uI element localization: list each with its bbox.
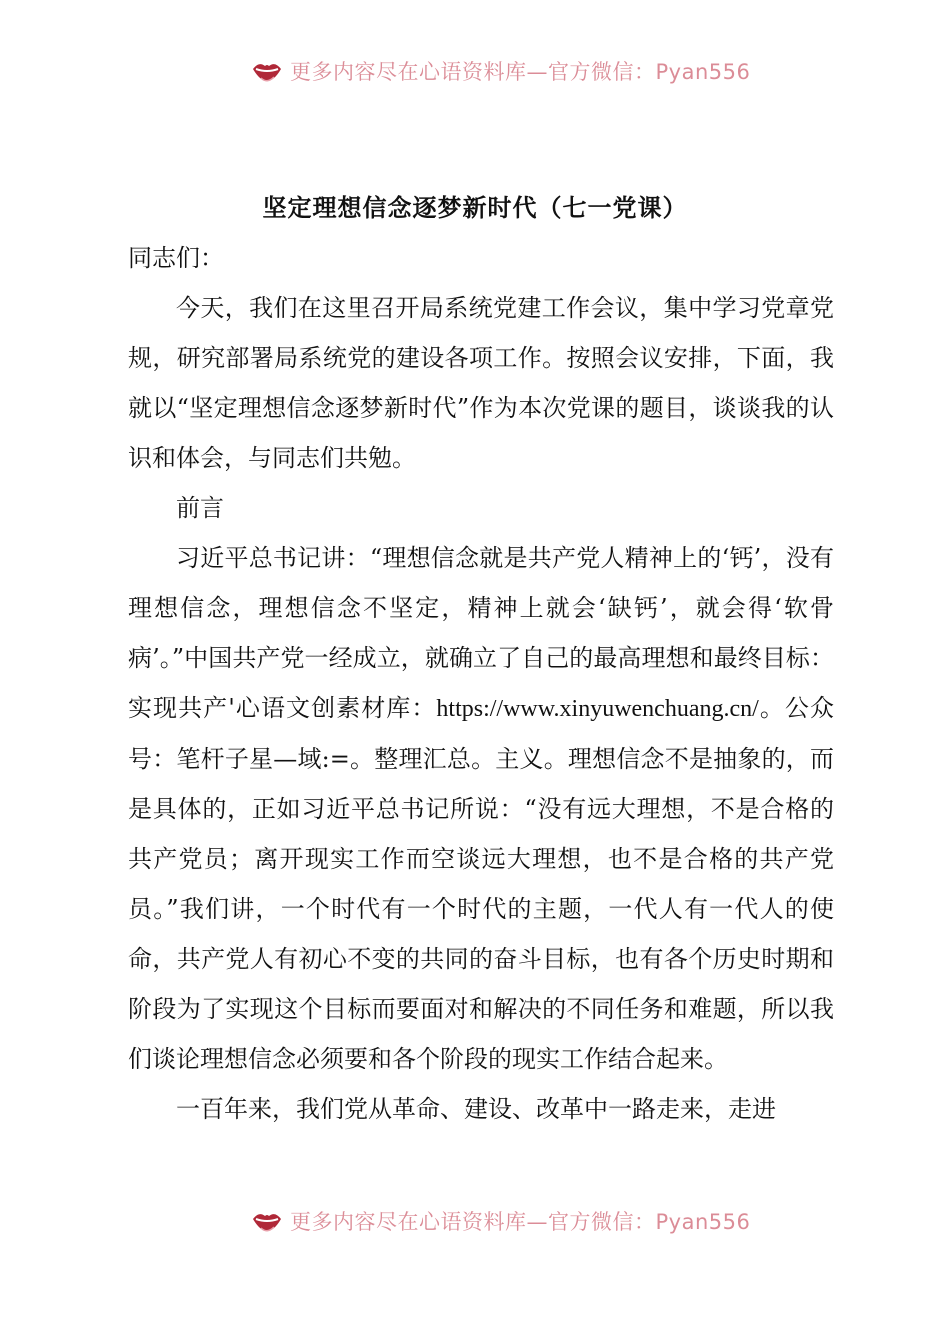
lips-logo-icon bbox=[250, 56, 284, 86]
heading-preface: 前言 bbox=[176, 494, 224, 522]
header-banner-text: 更多内容尽在心语资料库—官方微信：Pyan556 bbox=[290, 60, 751, 84]
paragraph-century: 一百年来，我们党从革命、建设、改革中一路走来，走进 bbox=[176, 1095, 776, 1123]
paragraph-opening: 今天，我们在这里召开局系统党建工作会议，集中学习党章党规，研究部署局系统党的建设各项工作。按照会议安排，下面，我就以“坚定理想信念逐梦新时代”作为本次党课的题目，谈谈我的认识和体会，与同志们共勉。 bbox=[128, 294, 834, 472]
footer-banner bbox=[250, 1204, 750, 1238]
paragraph-ideals-text-1: 习近平总书记讲：“理想信念就是共产党人精神上的‘钙’，没有理想信念，理想信念不坚定，精神上就会‘缺钙’，就会得‘软骨病’。”中国共产党一经成立，就确立了自己的最高理想和最终目标：实现共产'心语文创素材库： bbox=[128, 544, 834, 722]
document-body bbox=[128, 233, 834, 1134]
footer-banner-text: 更多内容尽在心语资料库—官方微信：Pyan556 bbox=[290, 1210, 751, 1234]
source-url: https://www.xinyuwenchuang.cn/ bbox=[436, 696, 759, 722]
header-banner bbox=[250, 54, 750, 88]
paragraph-ideals-text-2: 。公众号：笔杆子星—域:=。整理汇总。主义。理想信念不是抽象的，而是具体的，正如习近平总书记所说：“没有远大理想，不是合格的共产党员；离开现实工作而空谈远大理想，也不是合格的共产党员。”我们讲，一个时代有一个时代的主题，一代人有一代人的使命，共产党人有初心不变的共同的奋斗目标，也有各个历史时期和阶段为了实现这个目标而要面对和解决的不同任务和难题，所以我们谈论理想信念必须要和各个阶段的现实工作结合起来。 bbox=[128, 694, 834, 1073]
salutation: 同志们： bbox=[128, 244, 224, 272]
document-title: 坚定理想信念逐梦新时代（七一党课） bbox=[262, 193, 688, 222]
lips-logo-icon bbox=[250, 1206, 284, 1236]
paragraph-ideals bbox=[128, 533, 834, 1084]
